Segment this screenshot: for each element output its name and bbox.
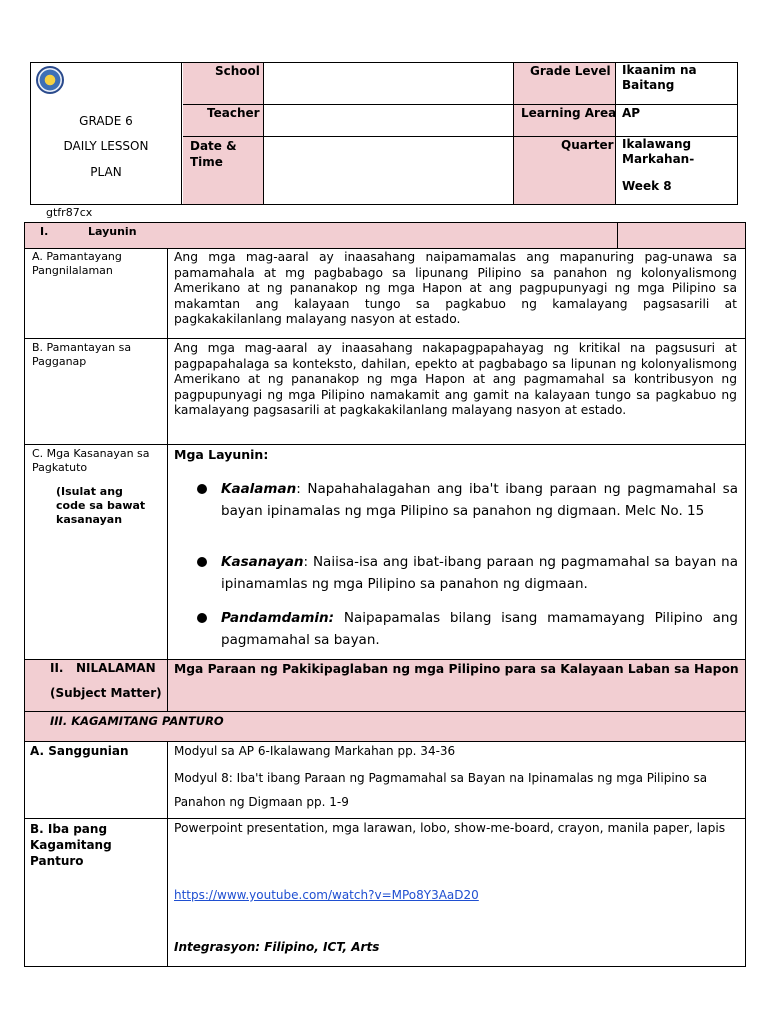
deped-seal-icon <box>36 66 64 94</box>
bullet-icon <box>197 484 207 494</box>
teacher-label: Teacher <box>207 106 260 120</box>
pamantayang-pangnilalaman-label: A. Pamantayang Pangnilalaman <box>32 250 122 277</box>
kasanayan-term: Kasanayan <box>221 554 304 570</box>
header-left-cell <box>30 62 182 205</box>
pandamdamin-text: Naipapamalas bilang isang mamamayang Pilipino ang pagmamahal sa bayan. <box>221 610 738 648</box>
kaalaman-text: : Napahahalagahan ang iba't ibang paraan ng pagmamahal sa bayan ipinamalas ng mga Pilipino sa panahon ng digmaan. Melc No. 15 <box>221 481 738 519</box>
header-label-col-right <box>513 63 616 204</box>
grade-level-value: Ikaanim na Baitang <box>622 63 697 92</box>
nilalaman-num: II. <box>50 661 64 675</box>
nilalaman-subtitle: (Subject Matter) <box>50 686 162 700</box>
pandamdamin-term: Pandamdamin: <box>221 610 335 626</box>
quarter-value-line2: Week 8 <box>622 179 672 193</box>
sanggunian-label: A. Sanggunian <box>30 744 129 758</box>
school-label: School <box>215 64 260 78</box>
kaalaman-item <box>190 478 738 522</box>
sanggunian-line2: Modyul 8: Iba't ibang Paraan ng Pagmamahal sa Bayan na Ipinamalas ng mga Pilipino sa Panahon ng Digmaan pp. 1-9 <box>174 771 708 809</box>
plan-title-line1: DAILY LESSON <box>63 139 149 153</box>
kasanayan-label: C. Mga Kasanayan sa Pagkatuto <box>32 447 150 474</box>
learning-area-label: Learning Area <box>521 106 617 120</box>
kasanayan-text: : Naiisa-isa ang ibat-ibang paraan ng pagmamahal sa bayan na ipinamamlas ng mga Pilipino sa panahon ng digmaan. <box>221 554 738 592</box>
school-value[interactable] <box>270 64 510 102</box>
integrasyon-text: Integrasyon: Filipino, ICT, Arts <box>174 940 380 954</box>
nilalaman-text: Mga Paraan ng Pakikipaglaban ng mga Pilipino para sa Kalayaan Laban sa Hapon <box>174 662 739 676</box>
quarter-value-line1: Ikalawang Markahan- <box>622 137 695 166</box>
bullet-icon <box>197 613 207 623</box>
kasanayan-item <box>190 551 738 595</box>
nilalaman-title: NILALAMAN <box>76 661 156 675</box>
layunin-num: I. <box>40 225 49 238</box>
pamantayang-pangnilalaman-text: Ang mga mag-aaral ay inaasahang naipamamalas ang mapanuring pag-unawa sa pamamahala at mg pagbabago sa lipunang Pilipino sa panahon ng kolonyalismong Amerikano at ng pananakop ng mga Hapon at ang pagpupunyagi ng mga Pilipino sa makamtan ang kalayaan tungo sa pagkabuo ng kamalayang pagsasarili at pagkakakilanlang malayang nasyon at estado. <box>174 250 737 327</box>
grade-title: GRADE 6 <box>79 114 133 128</box>
kaalaman-term: Kaalaman <box>221 481 297 497</box>
layunin-title: Layunin <box>88 225 137 238</box>
teacher-value[interactable] <box>270 106 510 134</box>
mga-layunin-heading: Mga Layunin: <box>174 447 269 462</box>
pamantayan-pagganap-label: B. Pamantayan sa Pagganap <box>32 341 132 368</box>
pandamdamin-item <box>190 607 738 651</box>
bullet-icon <box>197 557 207 567</box>
pamantayan-pagganap-text: Ang mga mag-aaral ay inaasahang nakapagpapahayag ng kritikal na pagsusuri at pagpapahalaga sa konteksto, dahilan, epekto at pagbabago sa lipunan ng kolonyalismong Amerikano at ng pananakop ng mga Hapon at ang pagmamahal sa kontribusyon ng pagpupunyagi ng mga Pilipino namakamit ang gamit na kalayaan tungo sa pagkabuo ng kamalayang pagsasarili at pagkakakilanlang malayang nasyon at estado. <box>174 341 737 418</box>
learning-area-value: AP <box>622 106 641 120</box>
quarter-label: Quarter <box>561 138 614 152</box>
kagamitan-title: III. KAGAMITANG PANTURO <box>50 714 224 728</box>
grade-level-label: Grade Level <box>530 64 611 78</box>
plan-title-line2: PLAN <box>90 165 122 179</box>
document-code: gtfr87cx <box>46 206 93 219</box>
iba-pang-kagamitan-text: Powerpoint presentation, mga larawan, lobo, show-me-board, crayon, manila paper, lapis <box>174 821 726 835</box>
sanggunian-line1: Modyul sa AP 6-Ikalawang Markahan pp. 34-36 <box>174 744 456 758</box>
header-label-col-left <box>183 63 264 204</box>
youtube-link[interactable]: https://www.youtube.com/watch?v=MPo8Y3AaD20 <box>174 888 479 902</box>
kasanayan-note: (Isulat ang code sa bawat kasanayan <box>56 485 146 526</box>
date-label: Date & Time <box>190 139 237 169</box>
date-value[interactable] <box>270 138 510 202</box>
iba-pang-kagamitan-label: B. Iba pang Kagamitang Panturo <box>30 822 112 868</box>
